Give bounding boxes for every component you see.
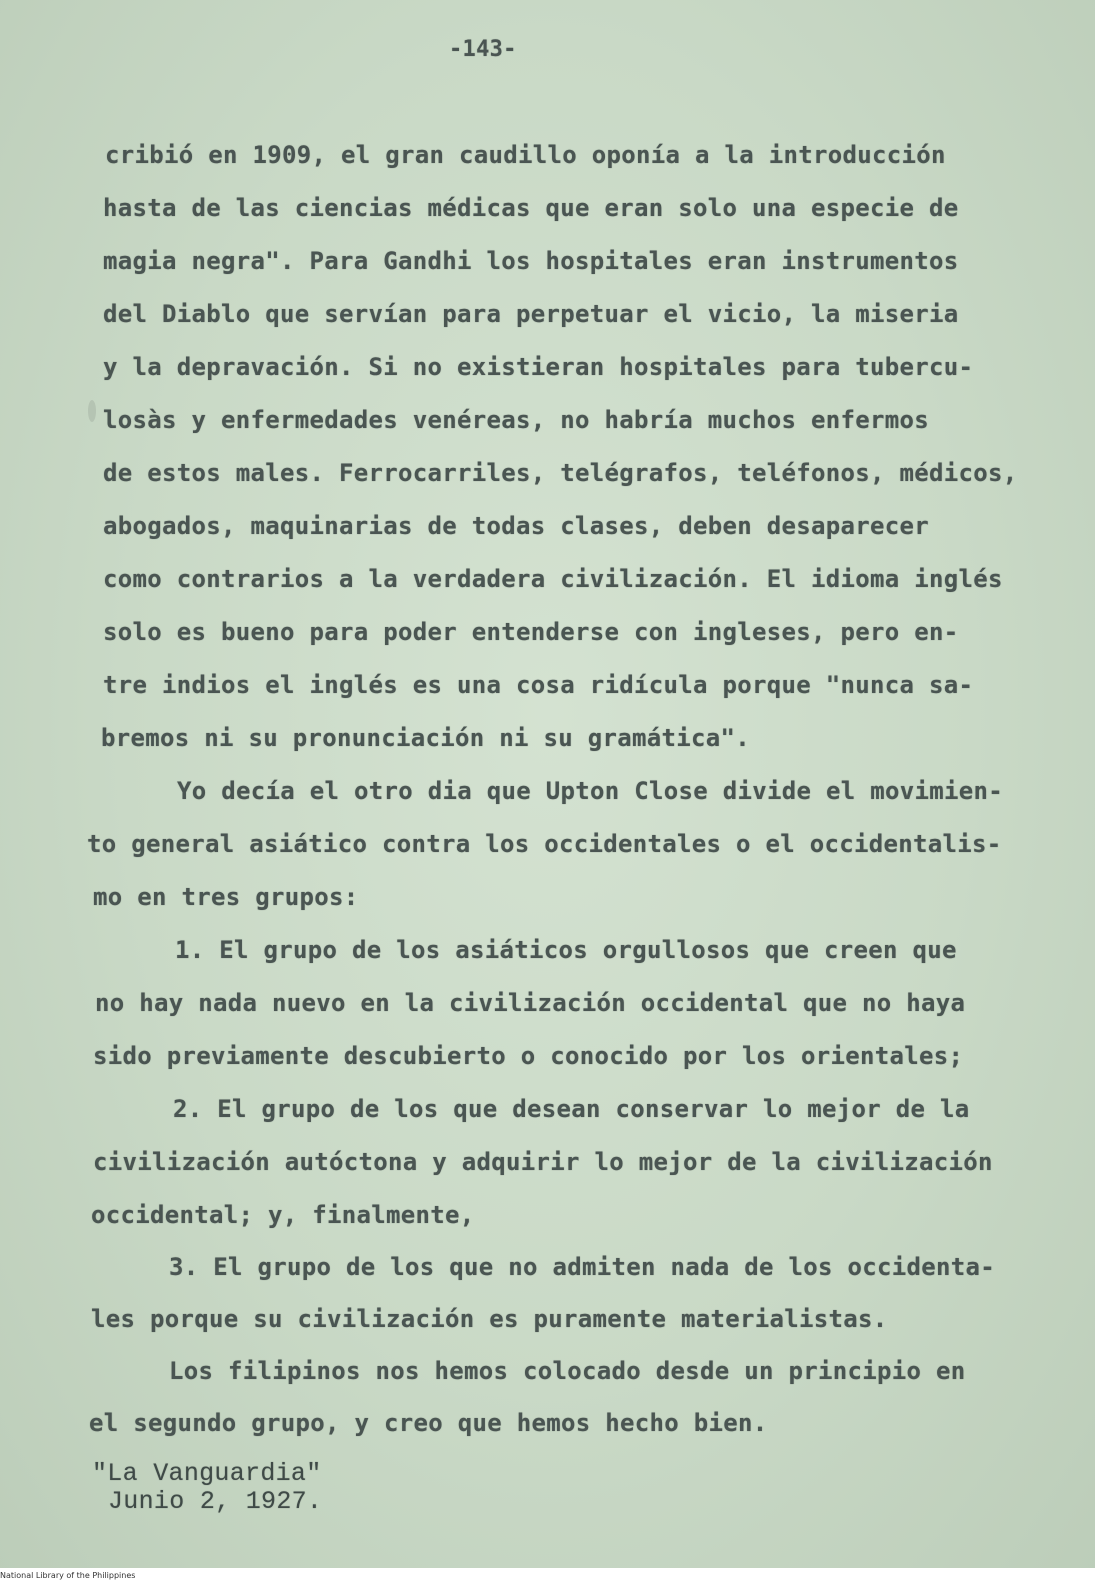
page-number: -143- (449, 37, 517, 62)
text-line: to general asiático contra los occidentales o el occidentalis- (87, 830, 1002, 858)
text-line: hasta de las ciencias médicas que eran solo una especie de (103, 194, 959, 222)
date-signature: Junio 2, 1927. (108, 1487, 323, 1516)
text-line: como contrarios a la verdadera civilización. El idioma inglés (103, 565, 1003, 593)
text-line: abogados, maquinarias de todas clases, deben desaparecer (103, 512, 929, 540)
text-line: del Diablo que servían para perpetuar el vicio, la miseria (103, 300, 959, 328)
ink-stain (88, 400, 96, 422)
text-line: cribió en 1909, el gran caudillo oponía a la introducción (105, 141, 946, 169)
footer-strip (0, 1568, 1095, 1583)
text-line: les porque su civilización es puramente materialistas. (91, 1305, 888, 1333)
text-line: civilización autóctona y adquirir lo mejor de la civilización (93, 1148, 993, 1176)
text-line: bremos ni su pronunciación ni su gramática". (101, 724, 750, 752)
text-line: de estos males. Ferrocarriles, telégrafos, teléfonos, médicos, (103, 459, 1018, 487)
text-line: el segundo grupo, y creo que hemos hecho bien. (89, 1409, 768, 1437)
text-line: solo es bueno para poder entenderse con ingleses, pero en- (103, 618, 959, 646)
footer-credit: National Library of the Philippines (0, 1571, 136, 1580)
text-line: tre indios el inglés es una cosa ridícula porque "nunca sa- (103, 671, 974, 699)
text-line: magia negra". Para Gandhi los hospitales eran instrumentos (103, 247, 959, 275)
text-line: sido previamente descubierto o conocido por los orientales; (93, 1042, 964, 1070)
text-line: Los filipinos nos hemos colocado desde un principio en (169, 1357, 966, 1385)
text-line: Yo decía el otro dia que Upton Close divide el movimien- (177, 777, 1003, 805)
text-line: 2. El grupo de los que desean conservar lo mejor de la (173, 1095, 970, 1123)
text-line: occidental; y, finalmente, (91, 1201, 475, 1229)
text-line: 1. El grupo de los asiáticos orgullosos que creen que (175, 936, 957, 964)
text-line: y la depravación. Si no existieran hospitales para tubercu- (103, 353, 974, 381)
source-signature: "La Vanguardia" (92, 1459, 322, 1488)
text-line: mo en tres grupos: (93, 883, 359, 911)
text-line: 3. El grupo de los que no admiten nada de los occidenta- (169, 1253, 995, 1281)
text-line: no hay nada nuevo en la civilización occidental que no haya (95, 989, 966, 1017)
text-line: losàs y enfermedades venéreas, no habría muchos enfermos (103, 406, 929, 434)
